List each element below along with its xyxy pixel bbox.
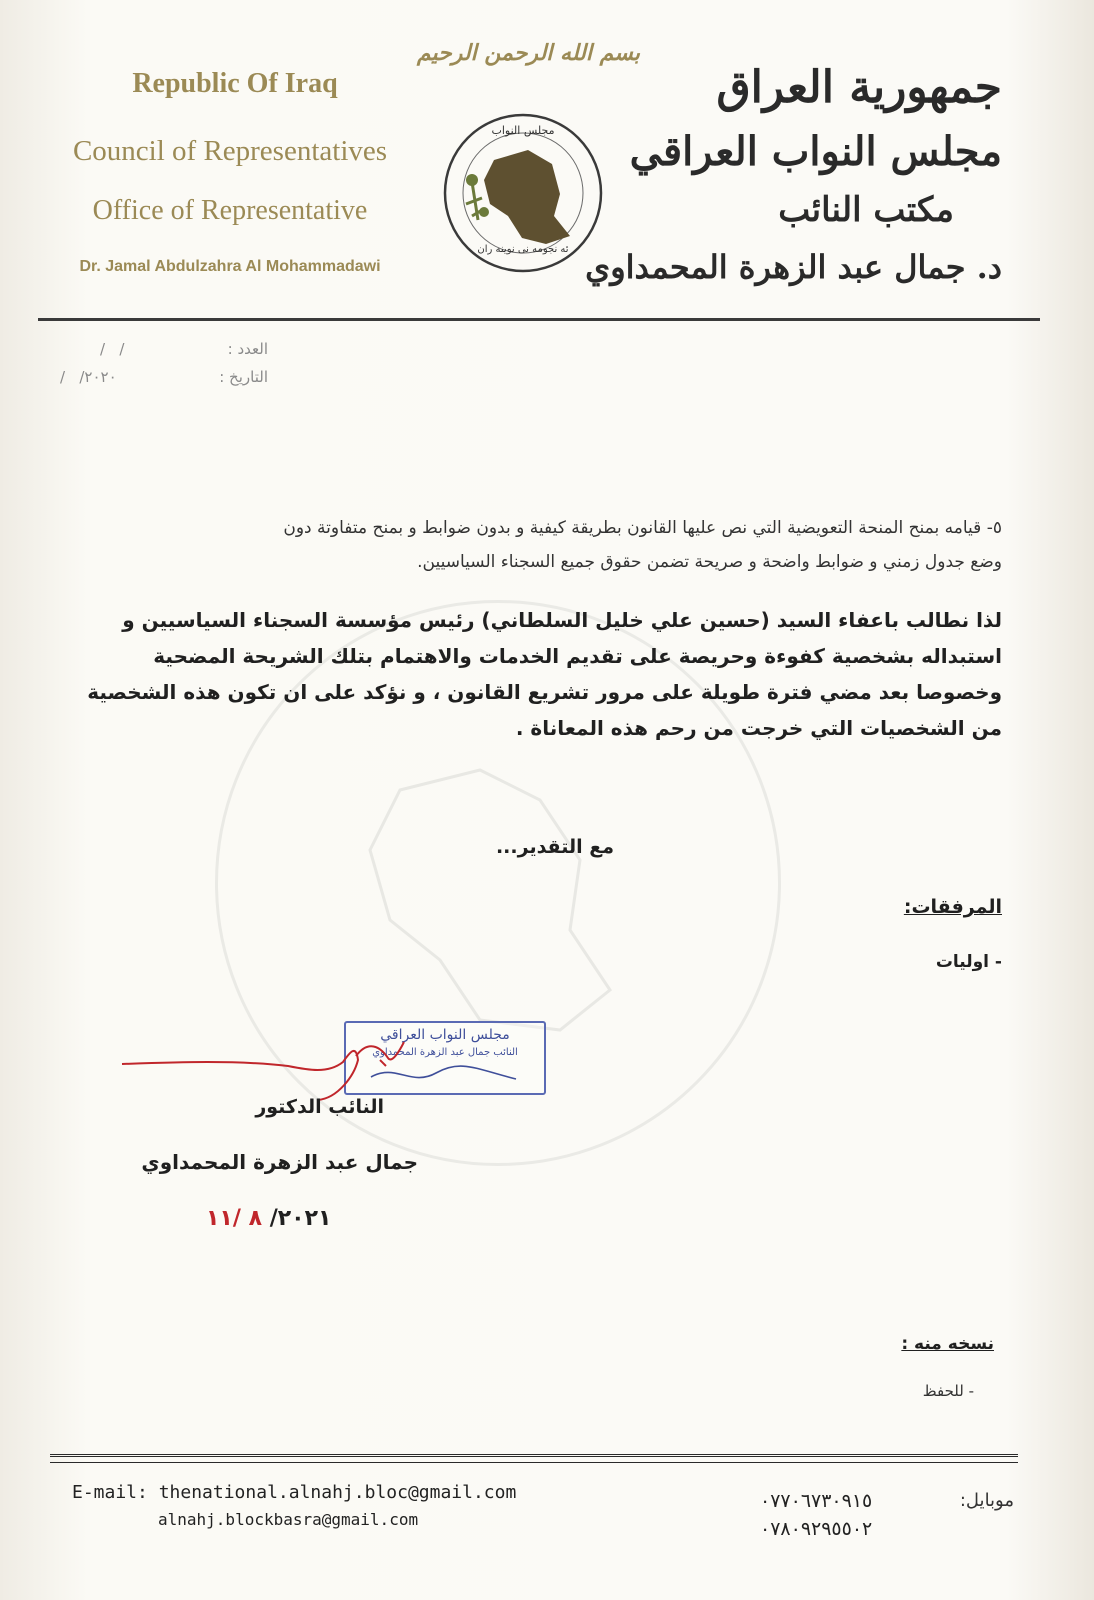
footer-email-row <box>72 1482 572 1503</box>
parliament-emblem <box>442 112 604 274</box>
signature-date <box>206 1206 386 1231</box>
footer-divider <box>50 1454 1018 1457</box>
reference-number-value: / / <box>100 340 125 358</box>
footer-email1: thenational.alnahj.bloc@gmail.com <box>158 1482 517 1503</box>
letterhead-ar-line2: مجلس النواب العراقي <box>629 128 1002 175</box>
reference-date-value: / /٢٠٢٠ <box>60 368 117 386</box>
letterhead-en-line4: Dr. Jamal Abdulzahra Al Mohammadawi <box>79 258 381 275</box>
body-para-line1: لذا نطالب باعفاء السيد (حسين علي خليل السلطاني) رئيس مؤسسة السجناء السياسيين و <box>122 608 1002 632</box>
letterhead-en-line2: Council of Representatives <box>72 135 388 167</box>
watermark-map-icon <box>330 730 660 1060</box>
signatory-title: النائب الدكتور <box>255 1096 384 1118</box>
body-para-line4: من الشخصيات التي خرجت من رحم هذه المعاناة . <box>515 716 1002 740</box>
letterhead-ar-line3: مكتب النائب <box>778 190 954 230</box>
footer-mobile1: ٠٧٧٠٦٧٣٠٩١٥ <box>760 1490 873 1512</box>
body-item5-line1: ٥- قيامه بمنح المنحة التعويضية التي نص عليها القانون بطريقة كيفية و بدون ضوابط و بمنح متفاوتة دون <box>283 518 1002 538</box>
attachments-label: المرفقات: <box>903 896 1002 918</box>
stamp-line1: مجلس النواب العراقي <box>380 1027 510 1043</box>
signature-date-year: ٢٠٢١/ <box>269 1206 332 1231</box>
letterhead-ar-line4: د. جمال عبد الزهرة المحمداوي <box>585 248 1002 286</box>
footer-email2: alnahj.blockbasra@gmail.com <box>158 1510 419 1529</box>
copy-label: نسخه منه : <box>901 1334 994 1354</box>
letterhead-en-line1: Republic Of Iraq <box>132 68 338 99</box>
bismillah: بسم الله الرحمن الرحيم <box>416 40 640 66</box>
footer-mobile-label: موبايل: <box>959 1490 1014 1511</box>
reference-date-label: التاريخ : <box>219 368 268 386</box>
footer-email-label: E-mail: <box>72 1482 148 1503</box>
emblem-bottom-text: ئه نجومه نى نوينه ران <box>477 244 569 255</box>
body-para-line3: وخصوصا بعد مضي فترة طويلة على مرور تشريع القانون ، و نؤكد على ان تكون هذه الشخصية <box>87 680 1002 704</box>
emblem-top-text: مجلس النواب <box>491 124 555 137</box>
signature-date-day: /١١ <box>206 1206 241 1231</box>
reference-number-label: العدد : <box>227 340 268 358</box>
closing-text: مع التقدير... <box>495 836 614 858</box>
signature-date-month: ٨ <box>248 1206 263 1231</box>
footer-divider-thin <box>50 1462 1018 1463</box>
attachment-item: - اوليات <box>935 952 1002 972</box>
footer-mobile2: ٠٧٨٠٩٢٩٥٥٠٢ <box>760 1518 873 1540</box>
header-divider <box>38 318 1040 321</box>
body-item5-line2: وضع جدول زمني و ضوابط واضحة و صريحة تضمن حقوق جميع السجناء السياسيين. <box>417 552 1002 572</box>
body-para-line2: استبداله بشخصية كفوءة وحريصة على تقديم الخدمات والاهتمام بتلك الشريحة المضحية <box>153 644 1002 668</box>
signatory-name: جمال عبد الزهرة المحمداوي <box>141 1150 418 1174</box>
letterhead-ar-line1: جمهورية العراق <box>716 62 1002 113</box>
copy-item: - للحفظ <box>922 1382 974 1400</box>
letterhead-en-line3: Office of Representative <box>92 195 368 226</box>
stamp-line2: النائب جمال عبد الزهرة المحمداوي <box>372 1047 518 1058</box>
